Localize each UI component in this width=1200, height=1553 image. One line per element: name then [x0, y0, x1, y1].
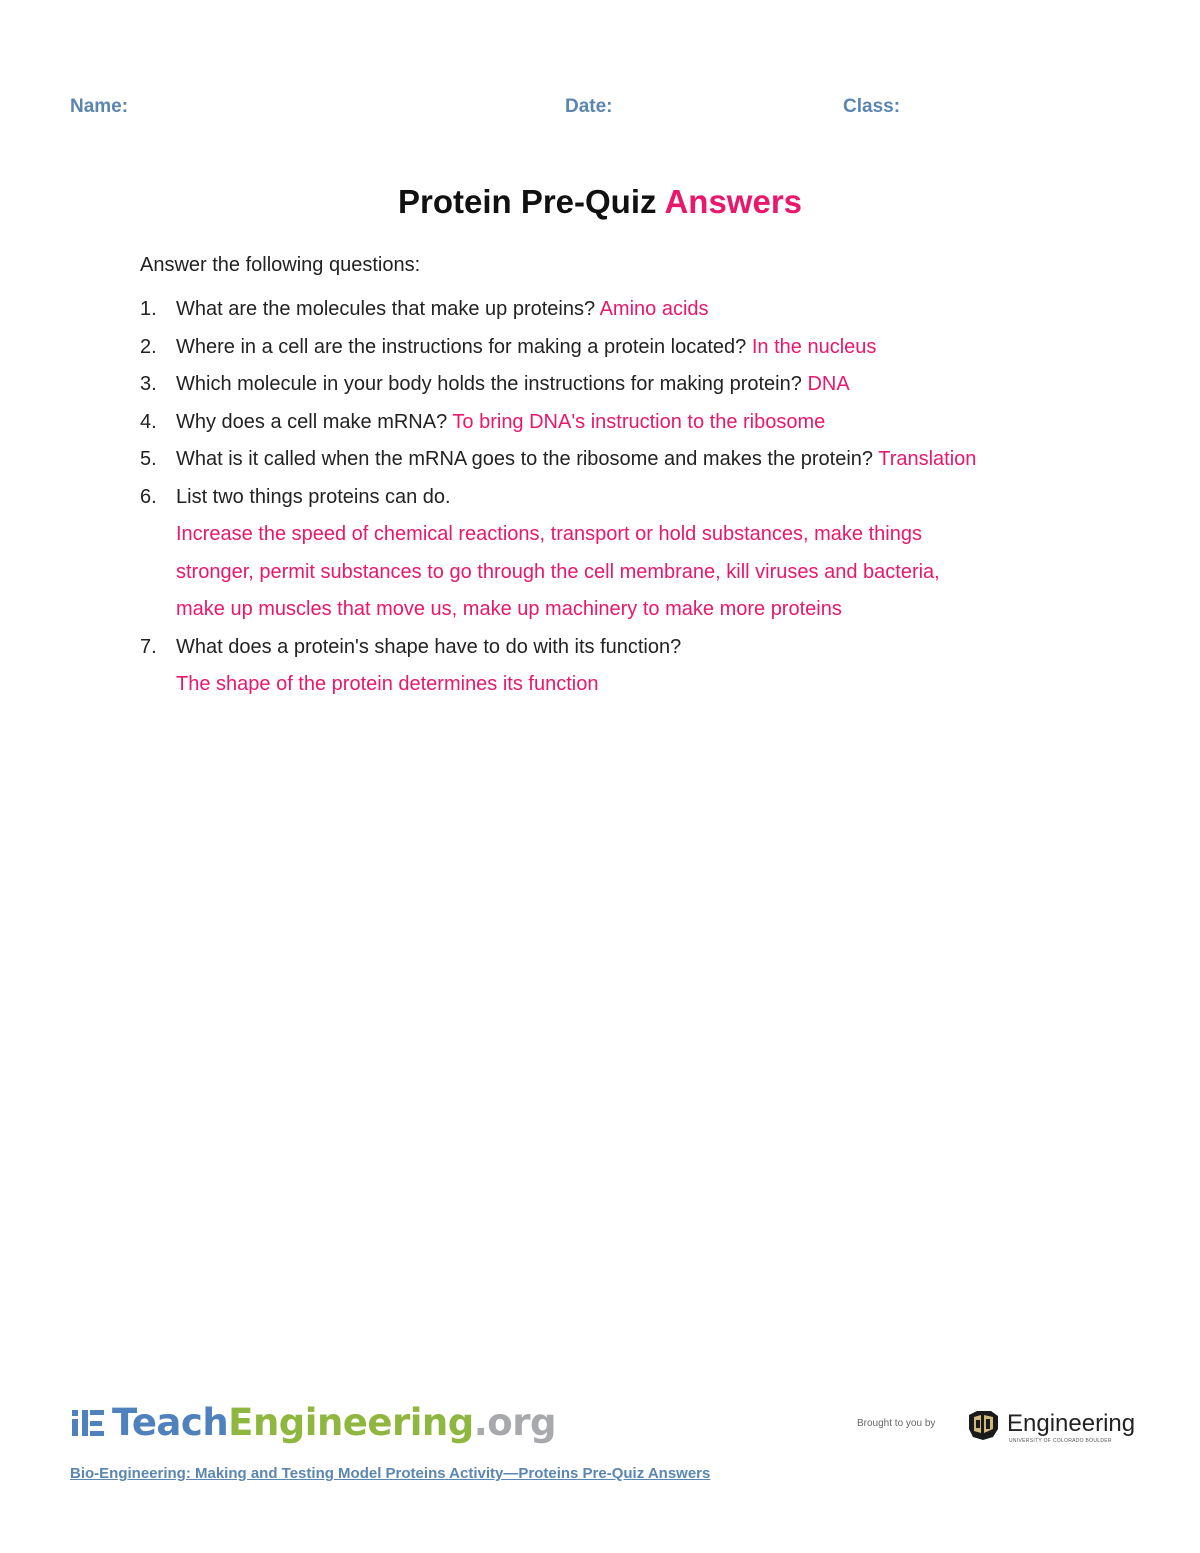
question-text: What does a protein's shape have to do with its function?: [176, 635, 682, 658]
question-text: List two things proteins can do.: [176, 485, 451, 508]
question-text: What are the molecules that make up proteins?: [176, 298, 596, 320]
question-text: Which molecule in your body holds the instructions for making protein?: [176, 373, 802, 395]
question-item: [140, 479, 1080, 517]
answer-text: To bring DNA's instruction to the ribosome: [452, 410, 826, 433]
question-text: Where in a cell are the instructions for making a protein located?: [176, 335, 747, 358]
question-number: 4.: [140, 410, 157, 433]
question-number: 6.: [140, 485, 157, 508]
question-list: [140, 291, 1080, 704]
class-label: Class:: [843, 96, 901, 117]
answer-text: DNA: [807, 373, 850, 395]
logo-engineering: Engineering: [228, 1401, 474, 1444]
answer-line: The shape of the protein determines its function: [176, 673, 599, 695]
teachengineering-mark-icon: [70, 1406, 106, 1440]
question-item: [140, 404, 1080, 442]
question-number: 1.: [140, 298, 157, 320]
teachengineering-logo: [70, 1401, 556, 1444]
brought-to-you-by: Brought to you by: [857, 1418, 936, 1429]
answer-line: stronger, permit substances to go through the cell membrane, kill viruses and bacteria,: [176, 560, 940, 583]
question-item: [140, 441, 1080, 479]
name-label: Name:: [70, 96, 129, 117]
question-number: 3.: [140, 373, 157, 395]
answer-line: make up muscles that move us, make up machinery to make more proteins: [176, 598, 842, 620]
logo-org: .org: [473, 1401, 556, 1444]
question-text: What is it called when the mRNA goes to the ribosome and makes the protein?: [176, 448, 874, 470]
page-title: [0, 183, 1200, 221]
instructions: Answer the following questions:: [140, 254, 421, 276]
cu-tagline: UNIVERSITY OF COLORADO BOULDER: [1009, 1438, 1112, 1444]
question-number: 2.: [140, 335, 157, 358]
question-number: 5.: [140, 448, 157, 470]
title-accent: Answers: [664, 183, 803, 220]
title-main: Protein Pre-Quiz: [397, 183, 657, 220]
question-item: [140, 329, 1080, 367]
question-item: [140, 366, 1080, 404]
logo-teach: Teach: [112, 1401, 229, 1444]
cu-buffalo-icon: [965, 1407, 1001, 1443]
date-label: Date:: [565, 96, 613, 117]
activity-link[interactable]: Bio-Engineering: Making and Testing Model Proteins Activity—Proteins Pre-Quiz Answers: [70, 1465, 711, 1482]
answer-text: Amino acids: [599, 298, 709, 320]
answer-text: In the nucleus: [751, 335, 877, 358]
question-text: Why does a cell make mRNA?: [176, 410, 448, 433]
question-item: [140, 629, 1080, 667]
answer-line: Increase the speed of chemical reactions, transport or hold substances, make things: [176, 523, 922, 545]
cu-engineering-wordmark: Engineering: [1007, 1410, 1136, 1437]
question-number: 7.: [140, 635, 157, 658]
question-item: [140, 291, 1080, 329]
answer-text: Translation: [878, 448, 977, 470]
